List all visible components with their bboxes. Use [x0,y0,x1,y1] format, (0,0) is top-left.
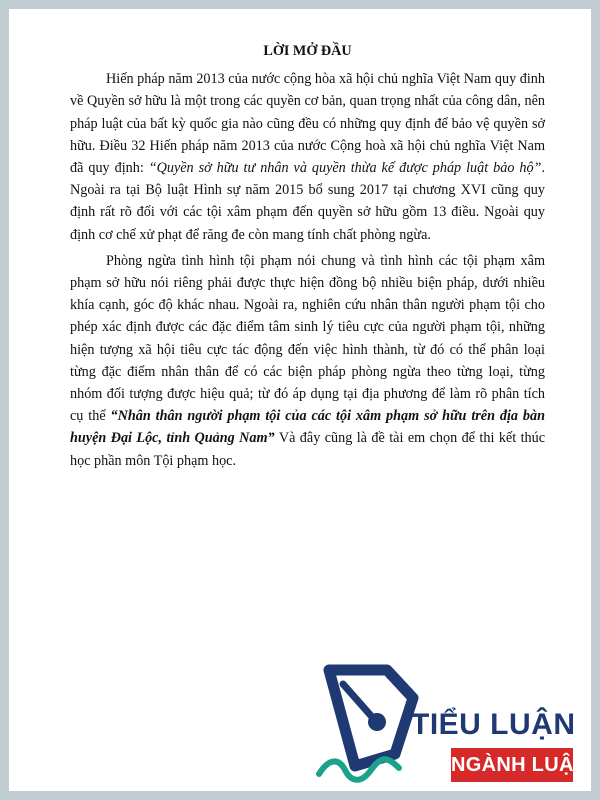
logo-text-tieu-luan: TIỂU LUẬN [411,708,576,741]
thesis-topic: “Nhân thân người phạm tội của các tội xâm phạm sở hữu trên địa bàn huyện Đại Lộc, tỉnh Quảng Nam” [70,408,545,447]
paragraph-2-text-a: Phòng ngừa tình hình tội phạm nói chung và tình hình các tội phạm xâm phạm sở hữu nói riêng phải được thực hiện đồng bộ nhiều biện pháp, dưới nhiều khía cạnh, góc độ khác nhau. Ngoài ra, nghiên cứu nhân thân người phạm tội cho phép xác định được các đặc điểm tâm sinh lý tiêu cực của người phạm tội, những hiện tượng xã hội tiêu cực tác động đến việc hình thành, từ đó có thể phân loại từng đặc điểm nhân thân để có các biện pháp phòng ngừa theo từng loại, từng nhóm đối tượng được hiệu quả; từ đó áp dụng tại địa phương để làm rõ phân tích cụ thể [70,252,545,425]
tieu-luan-nganh-luat-logo [315,658,585,788]
paragraph-1-text-b: . Ngoài ra tại Bộ luật Hình sự năm 2015 bổ sung 2017 tại chương XVI cũng quy định rất rõ đối với các tội xâm phạm đến quyền sở hữu gồm 13 điều. Ngoài quy định cơ chế xử phạt để răng đe còn mang tính chất phòng ngừa. [70,160,545,243]
paragraph-2-text-b: Và đây cũng là đề tài em chọn để thi kết thúc học phần môn Tội phạm học. [70,430,546,469]
logo-text-nganh-luat: NGÀNH LUẬT [451,748,573,782]
document-title: LỜI MỞ ĐẦU [263,43,352,59]
paragraph-1 [70,68,545,246]
document-body [70,40,545,476]
paragraph-1-text-a: Hiến pháp năm 2013 của nước cộng hòa xã hội chủ nghĩa Việt Nam quy đinh về Quyền sở hữu là một trong các quyền cơ bản, quan trọng nhất của công dân, nên pháp luật của bất kỳ quốc gia nào cũng đều có những quy định để bảo vệ quyền sở hữu. Điều 32 Hiến pháp năm 2013 của nước Cộng hoà xã hội chủ nghĩa Việt Nam đã quy định: [70,71,545,177]
paragraph-2 [70,250,545,472]
constitution-quote: “Quyền sở hữu tư nhân và quyền thừa kế được pháp luật bảo hộ” [148,160,542,177]
